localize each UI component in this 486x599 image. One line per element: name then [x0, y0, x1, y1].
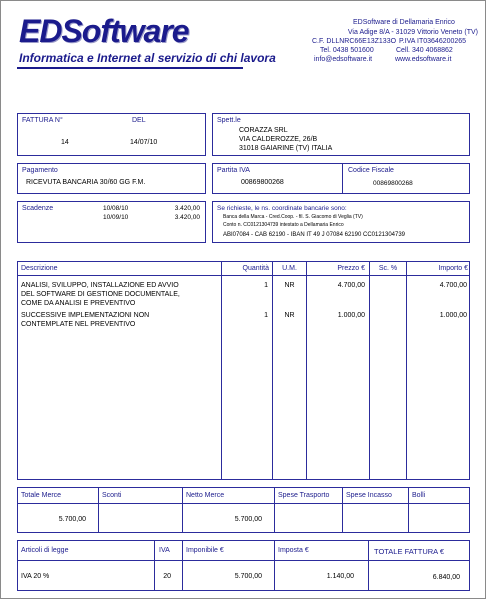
company-email: info@edsoftware.it	[314, 56, 373, 63]
invoice-date: 14/07/10	[130, 139, 158, 146]
item-amount: 1.000,00	[439, 312, 467, 319]
item-quantity: 1	[264, 282, 268, 289]
item-price: 4.700,00	[337, 282, 365, 289]
col-header-description: Descrizione	[21, 265, 58, 272]
customer-label: Spett.le	[217, 117, 241, 124]
company-website: www.edsoftware.it	[395, 56, 452, 63]
bank-name: Banca della Marca - Cred.Coop. - fil. S. Giacomo di Veglia (TV)	[223, 214, 363, 220]
iva-label: IVA	[159, 547, 170, 554]
tax-amount-label: Imposta €	[278, 547, 309, 554]
company-tagline: Informatica e Internet al servizio di chi lavora	[19, 51, 276, 65]
deadlines-box	[17, 201, 206, 243]
net-goods-label: Netto Merce	[186, 492, 225, 499]
articles-label: Articoli di legge	[21, 547, 69, 554]
taxable-value: 5.700,00	[234, 573, 262, 580]
invoice-total-value: 6.840,00	[432, 574, 460, 581]
item-description-line: DEL SOFTWARE DI GESTIONE DOCUMENTALE,	[21, 291, 180, 298]
company-cell: Cell. 340 4068862	[396, 47, 453, 54]
bank-label: Se richieste, le ns. coordinate bancarie sono:	[217, 205, 347, 212]
col-header-discount: Sc. %	[378, 265, 398, 272]
deadline-amount: 3.420,00	[174, 205, 200, 212]
invoice-number-label: FATTURA N°	[22, 117, 63, 124]
company-piva: P.IVA IT03646200265	[399, 38, 467, 45]
fiscal-code-label: Codice Fiscale	[348, 167, 394, 174]
discounts-label: Sconti	[102, 492, 122, 499]
bank-details-box	[212, 201, 470, 243]
item-description-line: COME DA ANALISI E PREVENTIVO	[21, 300, 136, 307]
company-name: EDSoftware di Dellamaria Enrico	[353, 19, 455, 26]
bank-iban: ABI07084 - CAB 62190 - IBAN IT 49 J 07084 62190 CC0121304739	[223, 232, 406, 238]
item-price: 1.000,00	[337, 312, 365, 319]
company-logo: EDSoftware	[19, 13, 189, 49]
company-tel: Tel. 0438 501600	[320, 47, 374, 54]
col-header-unit: U.M.	[282, 265, 297, 272]
item-description-line: ANALISI, SVILUPPO, INSTALLAZIONE ED AVVIO	[21, 282, 179, 289]
company-address: Via Adige 8/A - 31029 Vittorio Veneto (TV)	[347, 29, 478, 36]
customer-street: VIA CALDEROZZE, 26/B	[239, 136, 318, 143]
payment-box	[17, 163, 206, 194]
item-unit: NR	[284, 312, 295, 319]
invoice-number: 14	[61, 139, 69, 146]
invoice-date-label: DEL	[132, 117, 146, 124]
deadline-date: 10/08/10	[103, 205, 129, 212]
shipping-costs-label: Spese Trasporto	[278, 492, 330, 499]
vat-number: 00869800268	[241, 179, 284, 186]
item-description-line: CONTEMPLATE NEL PREVENTIVO	[21, 321, 136, 328]
vat-box	[212, 163, 470, 194]
item-unit: NR	[284, 282, 295, 289]
customer-city: 31018 GAIARINE (TV) ITALIA	[239, 145, 333, 152]
bank-account: Conto n. CC0121304739 intestato a Dellamaria Enrico	[223, 222, 344, 228]
tax-summary-box	[17, 540, 470, 591]
articles-value: IVA 20 %	[21, 573, 50, 580]
logo-underline	[17, 67, 243, 69]
items-table	[17, 261, 470, 480]
payment-method: RICEVUTA BANCARIA 30/60 GG F.M.	[26, 179, 146, 186]
vat-number-label: Partita IVA	[217, 167, 250, 174]
col-header-quantity: Quantità	[242, 265, 269, 272]
iva-rate: 20	[163, 573, 171, 580]
fiscal-code: 00869800268	[373, 180, 413, 187]
deadline-amount: 3.420,00	[174, 214, 200, 221]
totals-box	[17, 487, 470, 533]
deadlines-label: Scadenze	[22, 205, 54, 212]
invoice-total-label: TOTALE FATTURA €	[374, 547, 445, 556]
item-description-line: SUCCESSIVE IMPLEMENTAZIONI NON	[21, 312, 150, 319]
deadline-date: 10/09/10	[103, 214, 129, 221]
tax-amount-value: 1.140,00	[326, 573, 354, 580]
taxable-label: Imponibile €	[186, 547, 224, 554]
stamps-label: Bolli	[412, 492, 426, 499]
collection-costs-label: Spese Incasso	[346, 492, 392, 499]
customer-box	[212, 113, 470, 156]
total-goods-label: Totale Merce	[21, 492, 62, 499]
col-header-price: Prezzo €	[337, 265, 365, 272]
company-cf: C.F. DLLNRC66E13Z133O	[312, 38, 397, 45]
item-quantity: 1	[264, 312, 268, 319]
customer-name: CORAZZA SRL	[239, 127, 288, 134]
total-goods-value: 5.700,00	[58, 516, 86, 523]
item-amount: 4.700,00	[439, 282, 467, 289]
net-goods-value: 5.700,00	[234, 516, 262, 523]
invoice-number-box	[17, 113, 206, 156]
payment-label: Pagamento	[22, 167, 58, 174]
col-header-amount: Importo €	[438, 265, 468, 272]
